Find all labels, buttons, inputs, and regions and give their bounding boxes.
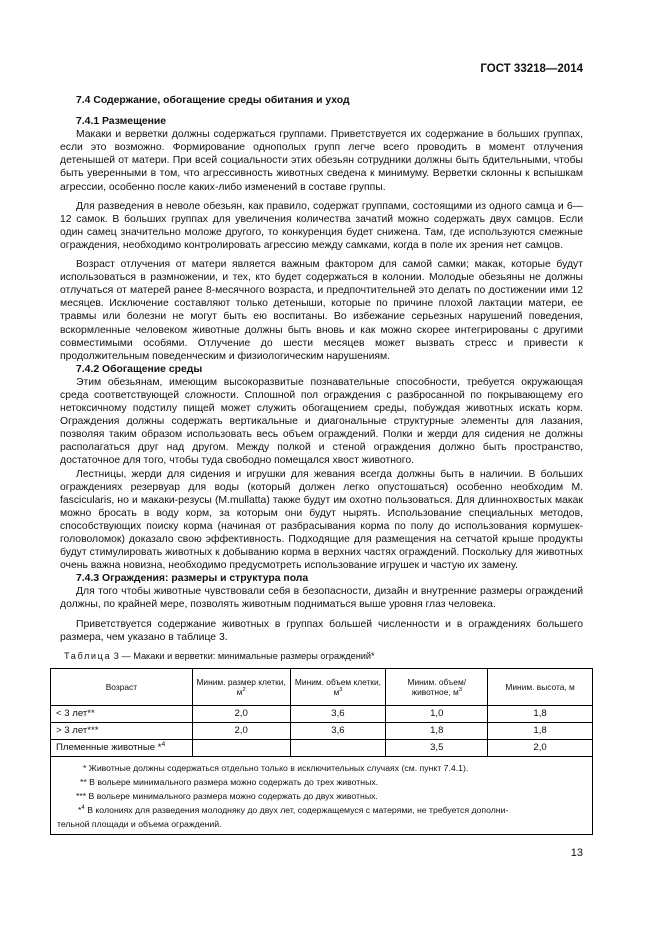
cell-per-animal: 1,0 <box>386 705 488 722</box>
table-note: ** В вольере минимального размера можно содержать до трех животных. <box>80 776 379 787</box>
header-cage-volume: Миним. объем клетки, $м^3$ <box>290 668 386 705</box>
paragraph: Для разведения в неволе обезьян, как правило, содержат группами, состоящими из одного самца и 6—12 самок. В больших группах для увеличения количества зачатий можно содержать двух самцов. Если один самец значительно моложе другого, то конкуренция будет снижена. Там, где используются смежные ограждения, необходимо контролировать агрессию между самками, когда в поле их зрения нет самцов. <box>60 200 583 251</box>
cell-size: 2,0 <box>192 705 290 722</box>
section-title: 7.4 Содержание, обогащение среды обитания и уход <box>76 95 350 106</box>
cell-age: < 3 лет** <box>51 705 193 722</box>
table-caption <box>64 650 583 663</box>
subsection-title-7-4-1: 7.4.1 Размещение <box>76 116 167 128</box>
page-number: 13 <box>570 847 583 859</box>
table-note: * Животные должны содержаться отдельно только в исключительных случаях (см. пункт 7.4.1). <box>83 762 469 773</box>
paragraph: Возраст отлучения от матери является важным фактором для самой самки; макак, которые будут использоваться в размножении, и тех, кто будет содержаться в колонии. Молодые обезьяны не должны отлучаться от матерей ранее 8-месячного возраста, и предпочтительней это делать по достижении ими 12 месяцев. Исключение составляют только детеныши, которые по причине плохой лактации матери, ее травмы или болезни не могут быть ею воспитаны. Во избежание серьезных нарушений поведения, вскормленные человеком животные должны быть вновь и как можно скорее интегрированы с другими совместимыми особями. Отлучение до шести месяцев может вызвать стресс и привести к продолжительным поведенческим и физиологическим нарушениям. <box>60 259 583 362</box>
table-caption-text: 3 — Макаки и верветки: минимальные размеры ограждений* <box>111 650 375 661</box>
table-header-row <box>51 668 593 705</box>
header-cage-size: Миним. размер клетки, $м^2$ <box>192 668 290 705</box>
paragraph: Макаки и верветки должны содержаться группами. Приветствуется их содержание в больших группах, если это возможно. Формирование однополых групп легче всего проводить в момент отлучения детенышей от матери. При всей социальности этих обезьян сотрудники должны быть бдительными, чтобы быть уверенными в том, что агрессивность животных сведена к минимуму. Верветки склонны к вспышкам агрессии, особенно после каких-либо изменений в составе группы. <box>60 129 583 193</box>
cell-volume: 3,6 <box>290 722 386 739</box>
page-content <box>56 94 583 835</box>
subsection-title-7-4-2: 7.4.2 Обогащение среды <box>76 363 203 375</box>
table-row <box>51 739 593 756</box>
table-row <box>51 722 593 739</box>
cell-size: 2,0 <box>192 722 290 739</box>
cell-volume: 3,6 <box>290 705 386 722</box>
cell-height: 1,8 <box>488 705 593 722</box>
enclosure-size-table <box>50 668 593 835</box>
table-notes <box>51 756 593 834</box>
paragraph: Приветствуется содержание животных в группах большей численности и в ограждениях большего размера, чем указано в таблице 3. <box>60 618 583 643</box>
cell-volume <box>290 739 386 756</box>
paragraph: Лестницы, жерди для сидения и игрушки для жевания всегда должны быть в наличии. В больших ограждениях резервуар для воды (который должен легко опустошаться) особенно необходим M. fascicularis, но и макаки-резусы (M.mullatta) также будут им охотно пользоваться. Для длиннохвостых макак можно бросать в воду корм, за которым они будут нырять. Использование специальных методов, способствующих поиску корма (начиная от разбрасывания корма по полу до использования кормушек-головоломок) доказало свою эффективность. Подходящие для размещения на сетчатой крыше продукты будут стимулировать животных к добыванию корма в верхних частях ограждений. Поскольку для животных очень важна новизна, необходимо предусмотреть использование игрушек и частую их замену. <box>60 468 583 572</box>
header-age: Возраст <box>51 668 193 705</box>
cell-height: 1,8 <box>488 722 593 739</box>
header-volume-per-animal: Миним. объем/ животное, $м^3$ <box>386 668 488 705</box>
standard-header: ГОСТ 33218—2014 <box>480 63 583 75</box>
cell-age: > 3 лет*** <box>51 722 193 739</box>
table-note: *** В вольере минимального размера можно содержать до двух животных. <box>76 790 378 801</box>
cell-per-animal: 3,5 <box>386 739 488 756</box>
cell-age: Племенные животные *$^4$ <box>51 739 193 756</box>
cell-size <box>192 739 290 756</box>
table-note-continuation: тельной площади и объема ограждений. <box>57 818 222 829</box>
cell-height: 2,0 <box>488 739 593 756</box>
table-row <box>51 705 593 722</box>
header-height: Миним. высота, м <box>488 668 593 705</box>
table-caption-word: Таблица <box>64 650 112 661</box>
table-notes-row <box>51 756 593 834</box>
subsection-title-7-4-3: 7.4.3 Ограждения: размеры и структура пола <box>76 573 309 585</box>
paragraph: Для того чтобы животные чувствовали себя в безопасности, дизайн и внутренние размеры ограждений должны, по крайней мере, позволять животным подниматься выше уровня глаз человека. <box>60 586 583 611</box>
paragraph: Этим обезьянам, имеющим высокоразвитые познавательные способности, требуется окружающая среда соответствующей сложности. Сплошной пол ограждения с разбросанной по покрывающему его нетоксичному подстилу пищей может служить обогащением среды, побуждая животных искать корм. Ограждения должны содержать вертикальные и диагональные структурные элементы для лазания, позволяя таким образом использовать весь объем ограждений. Полки и жерди для сидения не должны располагаться друг над другом. Между полкой и стеной ограждения должно быть пространство, достаточное для того, чтобы туда свободно помещался хвост животного. <box>60 376 583 467</box>
table-note: *$^4$ В колониях для разведения молодняку до двух лет, содержащемуся с матерями, не требуется дополни- <box>78 803 509 815</box>
cell-per-animal: 1,8 <box>386 722 488 739</box>
